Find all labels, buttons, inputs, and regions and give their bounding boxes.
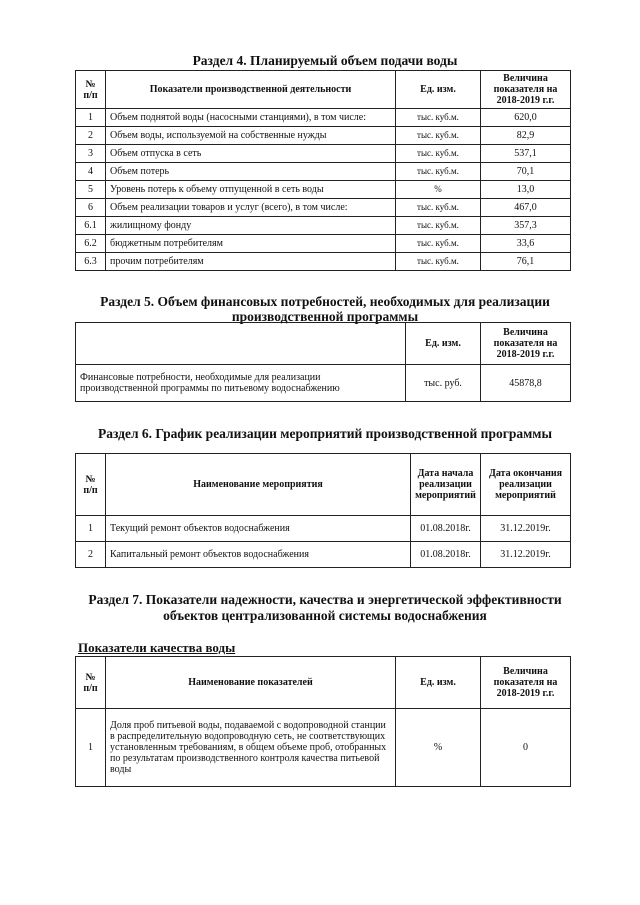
cell-value: 467,0 [481, 199, 571, 217]
table-row [76, 109, 571, 127]
cell-value: 82,9 [481, 127, 571, 145]
cell-num: 5 [76, 181, 106, 199]
section4-table [75, 70, 571, 271]
table-row [76, 253, 571, 271]
cell-value: 45878,8 [481, 365, 571, 402]
cell-unit: тыс. куб.м. [396, 199, 481, 217]
header-indicator: Показатели производственной деятельности [106, 71, 396, 109]
cell-unit: тыс. руб. [406, 365, 481, 402]
table-row [76, 516, 571, 542]
section7-title-line2: объектов централизованной системы водоснабжения [163, 608, 487, 623]
cell-indicator: жилищному фонду [106, 217, 396, 235]
cell-num: 4 [76, 163, 106, 181]
cell-value: 620,0 [481, 109, 571, 127]
cell-unit: тыс. куб.м. [396, 235, 481, 253]
table-row [76, 542, 571, 568]
cell-start: 01.08.2018г. [411, 542, 481, 568]
cell-unit: тыс. куб.м. [396, 109, 481, 127]
cell-num: 3 [76, 145, 106, 163]
cell-end: 31.12.2019г. [481, 516, 571, 542]
cell-num: 1 [76, 109, 106, 127]
table-header-row [76, 71, 571, 109]
table-row [76, 181, 571, 199]
cell-value: 537,1 [481, 145, 571, 163]
cell-unit: % [396, 181, 481, 199]
cell-value: 357,3 [481, 217, 571, 235]
cell-value: 13,0 [481, 181, 571, 199]
cell-name: Текущий ремонт объектов водоснабжения [106, 516, 411, 542]
table-header-row [76, 454, 571, 516]
cell-indicator: Объем реализации товаров и услуг (всего), в том числе: [106, 199, 396, 217]
cell-indicator: прочим потребителям [106, 253, 396, 271]
cell-value: 33,6 [481, 235, 571, 253]
cell-num: 2 [76, 127, 106, 145]
cell-value: 0 [481, 709, 571, 787]
header-name: Наименование мероприятия [106, 454, 411, 516]
table-row [76, 365, 571, 402]
cell-description: Финансовые потребности, необходимые для реализации производственной программы по питьевому водоснабжению [76, 365, 406, 402]
cell-indicator: Объем потерь [106, 163, 396, 181]
table-row [76, 163, 571, 181]
cell-num: 6.3 [76, 253, 106, 271]
header-empty [76, 323, 406, 365]
cell-indicator: бюджетным потребителям [106, 235, 396, 253]
section4-title: Раздел 4. Планируемый объем подачи воды [192, 53, 458, 68]
cell-unit: тыс. куб.м. [396, 253, 481, 271]
table-row [76, 145, 571, 163]
section5-title-line2: производственной программы [231, 309, 419, 324]
cell-num: 1 [76, 709, 106, 787]
header-end: Дата окончания реализации мероприятий [481, 454, 571, 516]
cell-value: 70,1 [481, 163, 571, 181]
header-unit: Ед. изм. [396, 657, 481, 709]
cell-num: 1 [76, 516, 106, 542]
section7-table [75, 656, 571, 787]
header-unit: Ед. изм. [396, 71, 481, 109]
cell-name: Капитальный ремонт объектов водоснабжения [106, 542, 411, 568]
table-header-row [76, 657, 571, 709]
header-value: Величина показателя на 2018-2019 г.г. [481, 657, 571, 709]
header-start: Дата начала реализации мероприятий [411, 454, 481, 516]
cell-indicator: Объем воды, используемой на собственные нужды [106, 127, 396, 145]
section5-table [75, 322, 571, 402]
header-num: № п/п [76, 71, 106, 109]
header-num: № п/п [76, 657, 106, 709]
table-row [76, 235, 571, 253]
cell-unit: тыс. куб.м. [396, 145, 481, 163]
cell-indicator: Объем отпуска в сеть [106, 145, 396, 163]
header-value: Величина показателя на 2018-2019 г.г. [481, 323, 571, 365]
cell-end: 31.12.2019г. [481, 542, 571, 568]
cell-unit: тыс. куб.м. [396, 163, 481, 181]
cell-value: 76,1 [481, 253, 571, 271]
header-name: Наименование показателей [106, 657, 396, 709]
section7-title-line1: Раздел 7. Показатели надежности, качества и энергетической эффективности [88, 592, 562, 607]
cell-unit: тыс. куб.м. [396, 217, 481, 235]
cell-indicator: Уровень потерь к объему отпущенной в сеть воды [106, 181, 396, 199]
cell-unit: тыс. куб.м. [396, 127, 481, 145]
table-row [76, 199, 571, 217]
header-num: № п/п [76, 454, 106, 516]
cell-start: 01.08.2018г. [411, 516, 481, 542]
table-header-row [76, 323, 571, 365]
cell-num: 6 [76, 199, 106, 217]
section6-table [75, 453, 571, 568]
cell-indicator: Объем поднятой воды (насосными станциями), в том числе: [106, 109, 396, 127]
section7-subheading: Показатели качества воды [78, 640, 236, 655]
cell-unit: % [396, 709, 481, 787]
section5-title-line1: Раздел 5. Объем финансовых потребностей, необходимых для реализации [100, 294, 550, 309]
table-row [76, 709, 571, 787]
header-unit: Ед. изм. [406, 323, 481, 365]
table-row [76, 127, 571, 145]
cell-num: 6.2 [76, 235, 106, 253]
cell-num: 6.1 [76, 217, 106, 235]
table-row [76, 217, 571, 235]
header-value: Величина показателя на 2018-2019 г.г. [481, 71, 571, 109]
cell-num: 2 [76, 542, 106, 568]
cell-name: Доля проб питьевой воды, подаваемой с водопроводной станции в распределительную водопроводную сеть, не соответствующих установленным требованиям, в общем объеме проб, отобранных по результатам производственного контроля качества питьевой воды [106, 709, 396, 787]
section6-title: Раздел 6. График реализации мероприятий производственной программы [97, 426, 553, 441]
